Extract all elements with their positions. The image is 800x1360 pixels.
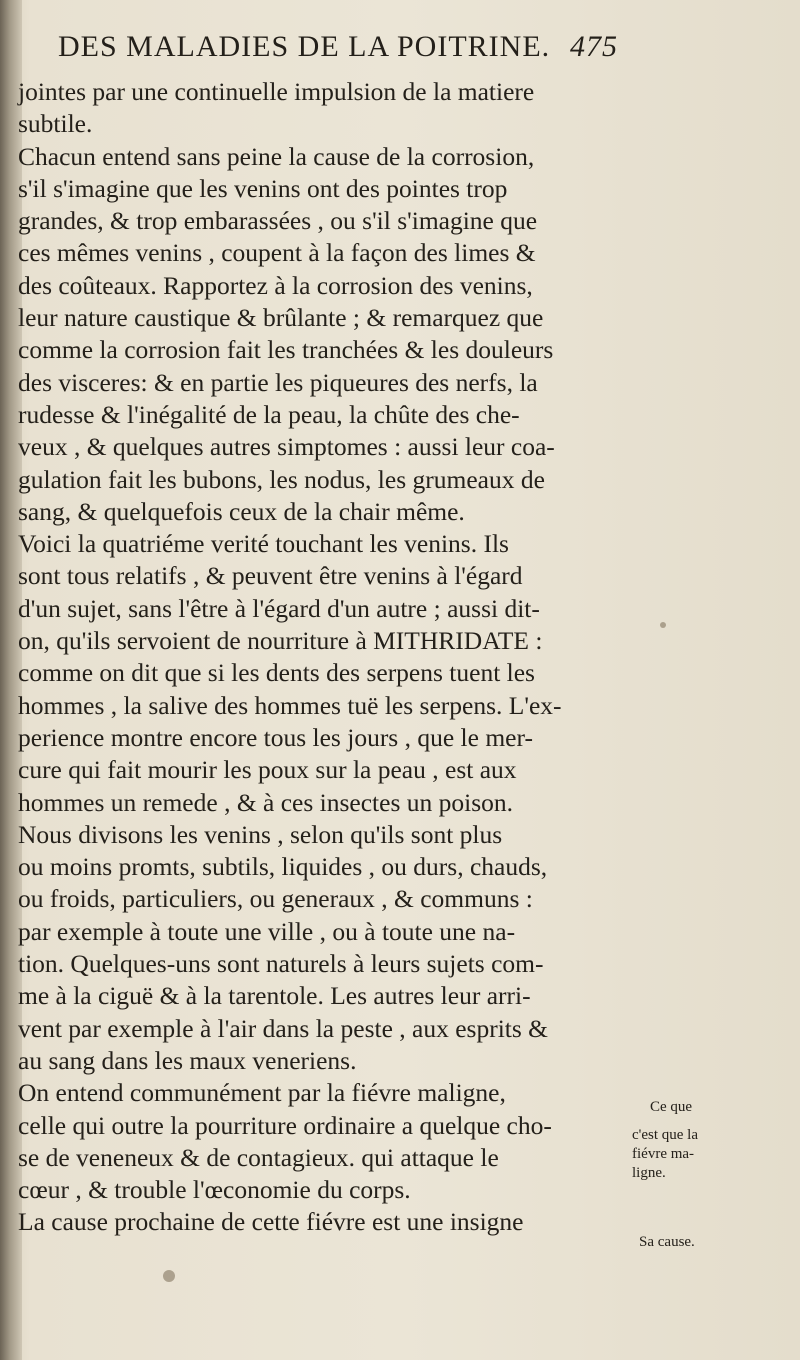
margin-note: fiévre ma- xyxy=(632,1146,695,1162)
text-line: sont tous relatifs , & peuvent être venins à l'égard xyxy=(18,561,523,591)
text-line: hommes un remede , & à ces insectes un poison. xyxy=(18,787,514,817)
text-line: La cause prochaine de cette fiévre est une insigne xyxy=(18,1207,524,1237)
ink-spot xyxy=(660,622,666,628)
text-line: se de veneneux & de contagieux. qui attaque le xyxy=(18,1142,499,1172)
text-line: vent par exemple à l'air dans la peste , aux esprits & xyxy=(18,1013,548,1043)
ink-spot xyxy=(163,1270,175,1282)
text-line: comme on dit que si les dents des serpens tuent les xyxy=(18,658,535,688)
text-line: On entend communément par la fiévre maligne, xyxy=(18,1078,506,1108)
margin-note: ligne. xyxy=(632,1165,666,1181)
text-line: cure qui fait mourir les poux sur la peau , est aux xyxy=(18,755,517,785)
text-line: s'il s'imagine que les venins ont des pointes trop xyxy=(18,173,508,203)
page-number: 475 xyxy=(570,30,618,63)
text-line: ces mêmes venins , coupent à la façon des limes & xyxy=(18,238,536,268)
margin-note: c'est que la xyxy=(632,1127,699,1143)
text-line: tion. Quelques-uns sont naturels à leurs sujets com- xyxy=(18,949,544,979)
running-title: DES MALADIES DE LA POITRINE. xyxy=(58,30,551,63)
text-line: Voici la quatriéme verité touchant les venins. Ils xyxy=(18,529,509,559)
text-line: rudesse & l'inégalité de la peau, la chûte des che- xyxy=(18,399,520,429)
text-line: hommes , la salive des hommes tuë les serpens. L'ex- xyxy=(18,690,562,720)
text-line: subtile. xyxy=(18,109,93,139)
page-header xyxy=(58,30,658,78)
margin-note: Sa cause. xyxy=(639,1234,695,1250)
text-line: gulation fait les bubons, les nodus, les grumeaux de xyxy=(18,464,545,494)
text-line: on, qu'ils servoient de nourriture à MITHRIDATE : xyxy=(18,626,543,656)
text-line: d'un sujet, sans l'être à l'égard d'un autre ; aussi dit- xyxy=(18,593,540,623)
text-line: Nous divisons les venins , selon qu'ils sont plus xyxy=(18,819,503,849)
text-line: Chacun entend sans peine la cause de la corrosion, xyxy=(18,141,535,171)
text-line: des coûteaux. Rapportez à la corrosion des venins, xyxy=(18,270,533,300)
text-line: sang, & quelquefois ceux de la chair même. xyxy=(18,496,465,526)
text-line: cœur , & trouble l'œconomie du corps. xyxy=(18,1175,411,1205)
text-line: me à la ciguë & à la tarentole. Les autres leur arri- xyxy=(18,981,531,1011)
text-line: ou froids, particuliers, ou generaux , & communs : xyxy=(18,884,533,914)
text-line: perience montre encore tous les jours , que le mer- xyxy=(18,722,533,752)
text-line: celle qui outre la pourriture ordinaire a quelque cho- xyxy=(18,1110,552,1140)
text-line: comme la corrosion fait les tranchées & les douleurs xyxy=(18,335,554,365)
text-line: ou moins promts, subtils, liquides , ou durs, chauds, xyxy=(18,852,548,882)
text-line: au sang dans les maux veneriens. xyxy=(18,1045,357,1075)
text-line: par exemple à toute une ville , ou à toute une na- xyxy=(18,916,516,946)
text-line: jointes par une continuelle impulsion de la matiere xyxy=(18,77,535,106)
text-line: veux , & quelques autres simptomes : aussi leur coa- xyxy=(18,432,555,462)
text-line: des visceres: & en partie les piqueures des nerfs, la xyxy=(18,367,538,397)
text-line: leur nature caustique & brûlante ; & remarquez que xyxy=(18,303,544,333)
margin-note: Ce que xyxy=(650,1099,693,1115)
text-line: grandes, & trop embarassées , ou s'il s'imagine que xyxy=(18,206,538,236)
body-text xyxy=(18,76,633,1239)
